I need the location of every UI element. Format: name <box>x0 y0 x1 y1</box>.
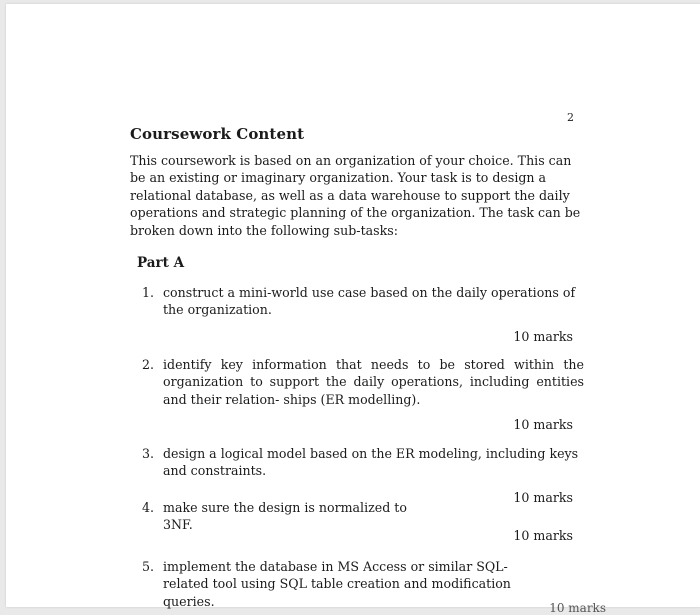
task-number: 1. <box>142 285 155 300</box>
task-number: 4. <box>142 500 155 515</box>
intro-paragraph: This coursework is based on an organization of your choice. This can be an existing or imaginary organization. Your task is to design a relational database, as well as a data warehouse to support the daily operations and strategic planning of the organization. The task can be broken down into the following sub-tasks: <box>130 153 581 238</box>
task-text: implement the database in MS Access or similar SQL-related tool using SQL table creation and modification queries. <box>163 559 511 609</box>
task-text: design a logical model based on the ER modeling, including keys and constraints. <box>163 446 579 479</box>
task-item-5 <box>142 558 542 610</box>
task-marks-4: 10 marks <box>513 528 573 543</box>
task-marks-1: 10 marks <box>513 329 573 344</box>
task-marks-5: 10 marks <box>549 601 606 615</box>
page-number: 2 <box>567 111 574 124</box>
section-heading: Coursework Content <box>130 125 305 143</box>
document-page <box>6 4 700 615</box>
task-number: 2. <box>142 357 155 372</box>
task-text: construct a mini-world use case based on the daily operations of the organization. <box>163 285 576 318</box>
task-text: make sure the design is normalized to 3NF. <box>163 500 407 533</box>
task-item-2 <box>142 356 584 408</box>
task-item-1 <box>142 284 584 319</box>
task-item-3 <box>142 445 584 480</box>
task-item-4 <box>142 499 412 534</box>
part-a-title: Part A <box>137 255 185 271</box>
task-number: 5. <box>142 559 155 574</box>
task-marks-3: 10 marks <box>513 490 573 505</box>
task-number: 3. <box>142 446 155 461</box>
task-text: identify key information that needs to be stored within the organization to support the daily operations, including entities and their relation- ships (ER modelling). <box>163 357 584 407</box>
task-marks-2: 10 marks <box>513 417 573 432</box>
